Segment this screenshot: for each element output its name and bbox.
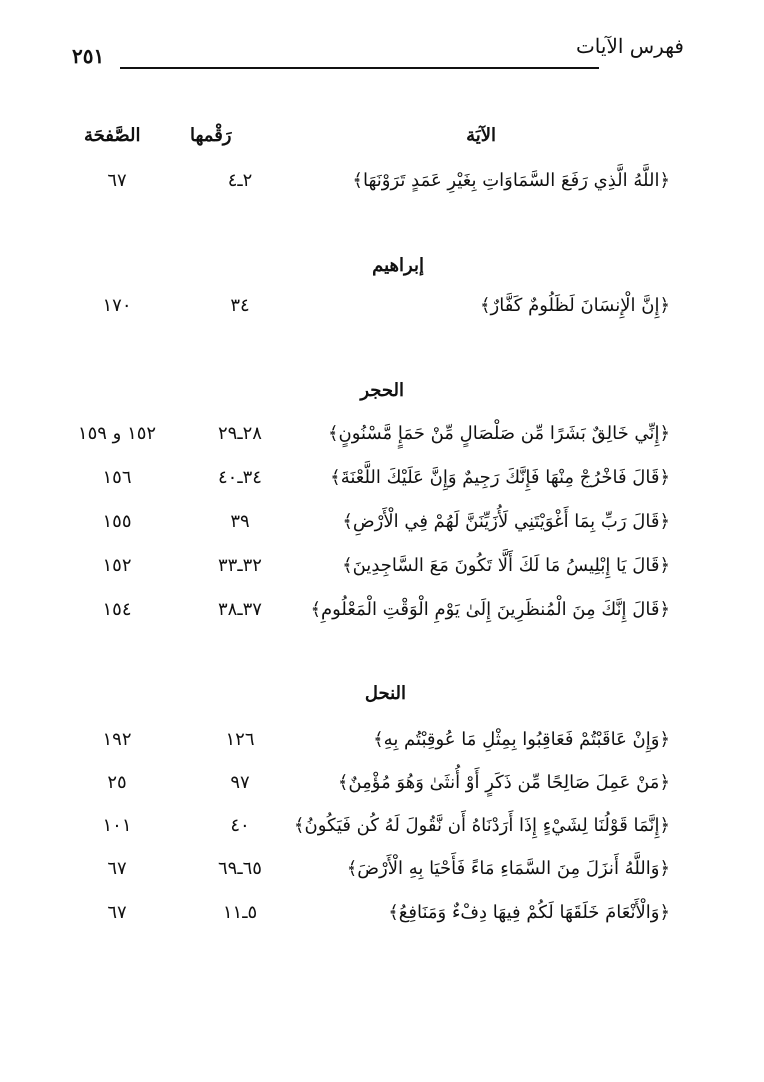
verse-number: ٤٠ bbox=[230, 815, 250, 836]
verse-text: ﴿وَالْأَنْعَامَ خَلَقَهَا لَكُمْ فِيهَا دِفْءٌ وَمَنَافِعُ﴾ bbox=[388, 902, 670, 923]
index-row bbox=[0, 902, 764, 932]
column-heading-page: الصَّفحَة bbox=[84, 125, 141, 146]
page-reference: ١٠١ bbox=[102, 815, 132, 836]
running-header-title: فهرس الآيات bbox=[575, 34, 684, 58]
verse-text: ﴿وَإِنْ عَاقَبْتُمْ فَعَاقِبُوا بِمِثْلِ مَا عُوقِبْتُم بِهِ﴾ bbox=[373, 729, 670, 750]
verse-number: ٣٧ـ٣٨ bbox=[218, 599, 262, 620]
header-rule bbox=[120, 67, 599, 69]
index-row bbox=[0, 772, 764, 802]
verse-text: ﴿مَنْ عَمِلَ صَالِحًا مِّن ذَكَرٍ أَوْ أُنثَىٰ وَهُوَ مُؤْمِنٌ﴾ bbox=[337, 772, 670, 793]
page-number: ٢٥١ bbox=[72, 44, 105, 68]
verse-number: ٣٤ bbox=[230, 295, 250, 316]
verse-text: ﴿اللَّهُ الَّذِي رَفَعَ السَّمَاوَاتِ بِغَيْرِ عَمَدٍ تَرَوْنَهَا﴾ bbox=[352, 170, 670, 191]
column-heading-verse: الآيَة bbox=[466, 125, 496, 146]
verse-number: ٢٨ـ٢٩ bbox=[218, 423, 262, 444]
verse-text: ﴿إِنَّمَا قَوْلُنَا لِشَيْءٍ إِذَا أَرَدْنَاهُ أَن نَّقُولَ لَهُ كُن فَيَكُونُ﴾ bbox=[293, 815, 670, 836]
verse-number: ٢ـ٤ bbox=[227, 170, 253, 191]
verse-text: ﴿قَالَ رَبِّ بِمَا أَغْوَيْتَنِي لَأُزَيِّنَنَّ لَهُمْ فِي الْأَرْضِ﴾ bbox=[342, 511, 670, 532]
index-row bbox=[0, 555, 764, 585]
verse-text: ﴿قَالَ فَاخْرُجْ مِنْهَا فَإِنَّكَ رَجِيمٌ وَإِنَّ عَلَيْكَ اللَّعْنَةَ﴾ bbox=[330, 467, 670, 488]
verse-number: ٩٧ bbox=[230, 772, 250, 793]
page-reference: ١٥٥ bbox=[102, 511, 132, 532]
verse-text: ﴿قَالَ إِنَّكَ مِنَ الْمُنظَرِينَ إِلَىٰ يَوْمِ الْوَقْتِ الْمَعْلُومِ﴾ bbox=[310, 599, 670, 620]
column-heading-number: رَقْمها bbox=[190, 125, 232, 146]
index-row bbox=[0, 467, 764, 497]
index-row bbox=[0, 729, 764, 759]
page-reference: ١٥٢ و ١٥٩ bbox=[77, 423, 157, 444]
index-row bbox=[0, 858, 764, 888]
surah-title: إبراهيم bbox=[372, 255, 424, 276]
page-reference: ٦٧ bbox=[107, 902, 127, 923]
verse-number: ٣٩ bbox=[230, 511, 250, 532]
page-reference: ١٥٤ bbox=[102, 599, 132, 620]
index-row bbox=[0, 170, 764, 200]
page-reference: ٦٧ bbox=[107, 170, 127, 191]
verse-number: ٣٢ـ٣٣ bbox=[218, 555, 262, 576]
surah-title: الحجر bbox=[360, 380, 404, 401]
page-reference: ١٩٢ bbox=[102, 729, 132, 750]
verse-text: ﴿قَالَ يَا إِبْلِيسُ مَا لَكَ أَلَّا تَكُونَ مَعَ السَّاجِدِينَ﴾ bbox=[342, 555, 670, 576]
page-reference: ١٥٦ bbox=[102, 467, 132, 488]
verse-number: ٥ـ١١ bbox=[222, 902, 258, 923]
index-row bbox=[0, 815, 764, 845]
verse-text: ﴿وَاللَّهُ أَنزَلَ مِنَ السَّمَاءِ مَاءً فَأَحْيَا بِهِ الْأَرْضَ﴾ bbox=[346, 858, 670, 879]
page-reference: ٦٧ bbox=[107, 858, 127, 879]
index-row bbox=[0, 295, 764, 325]
page-reference: ٢٥ bbox=[107, 772, 127, 793]
index-row bbox=[0, 423, 764, 453]
page-reference: ١٥٢ bbox=[102, 555, 132, 576]
page-reference: ١٧٠ bbox=[102, 295, 132, 316]
index-row bbox=[0, 599, 764, 629]
surah-title: النحل bbox=[364, 683, 406, 704]
verse-number: ٣٤ـ٤٠ bbox=[218, 467, 262, 488]
verse-text: ﴿إِنَّ الْإِنسَانَ لَظَلُومٌ كَفَّارٌ﴾ bbox=[479, 295, 670, 316]
verse-number: ٦٥ـ٦٩ bbox=[218, 858, 262, 879]
verse-number: ١٢٦ bbox=[225, 729, 255, 750]
index-row bbox=[0, 511, 764, 541]
verse-text: ﴿إِنِّي خَالِقٌ بَشَرًا مِّن صَلْصَالٍ مِّنْ حَمَإٍ مَّسْنُونٍ﴾ bbox=[327, 423, 670, 444]
